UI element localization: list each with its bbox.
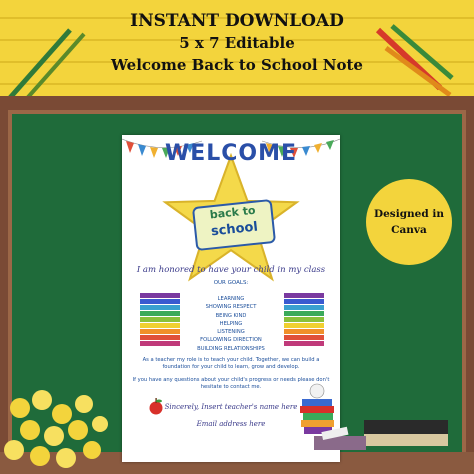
goal-item: SHOWING RESPECT	[205, 304, 257, 311]
note-card	[122, 135, 340, 462]
school-text: school	[210, 219, 259, 240]
goal-item: HELPING	[219, 320, 243, 327]
colored-pencils-right-icon	[284, 293, 324, 351]
email-line: Email address here	[196, 420, 266, 428]
goal-item: BEING KIND	[215, 312, 247, 319]
contact-paragraph: If you have any questions about your child's progress or needs please don't hesitate to contact me.	[132, 377, 330, 390]
headline-line-1: INSTANT DOWNLOAD	[130, 11, 344, 31]
headline-line-2: 5 x 7 Editable	[179, 34, 295, 52]
pencil-right-icon	[378, 26, 452, 95]
goal-item: FOLLOWING DIRECTION	[200, 337, 262, 344]
yellow-counters-icon	[0, 380, 110, 474]
welcome-title: WELCOME	[164, 141, 298, 166]
pencil-left-icon	[8, 30, 84, 104]
decorative-pencils	[0, 0, 474, 110]
teacher-role-paragraph: As a teacher my role is to teach your child. Together, we can build a foundation for your child to learn, grow and develop.	[142, 357, 320, 370]
goal-item: LEARNING	[217, 296, 245, 302]
back-to-text: back to	[209, 203, 257, 222]
colored-pencils-left-icon	[140, 293, 180, 351]
headline-line-3: Welcome Back to School Note	[111, 56, 363, 74]
goals-list	[182, 295, 280, 353]
badge-line-1: Designed in	[374, 208, 444, 220]
goals-title: OUR GOALS:	[213, 280, 249, 286]
badge-line-2: Canva	[391, 224, 427, 236]
goal-item: LISTENING	[217, 329, 245, 336]
signature-line: Sincerely, Insert teacher's name here	[164, 403, 298, 411]
honor-line: I am honored to have your child in my class	[136, 265, 326, 275]
back-to-school-label	[192, 199, 276, 251]
designed-in-canva-badge	[366, 179, 452, 265]
goal-item: BUILDING RELATIONSHIPS	[197, 345, 265, 352]
eraser-and-chalk-icon	[312, 412, 472, 462]
